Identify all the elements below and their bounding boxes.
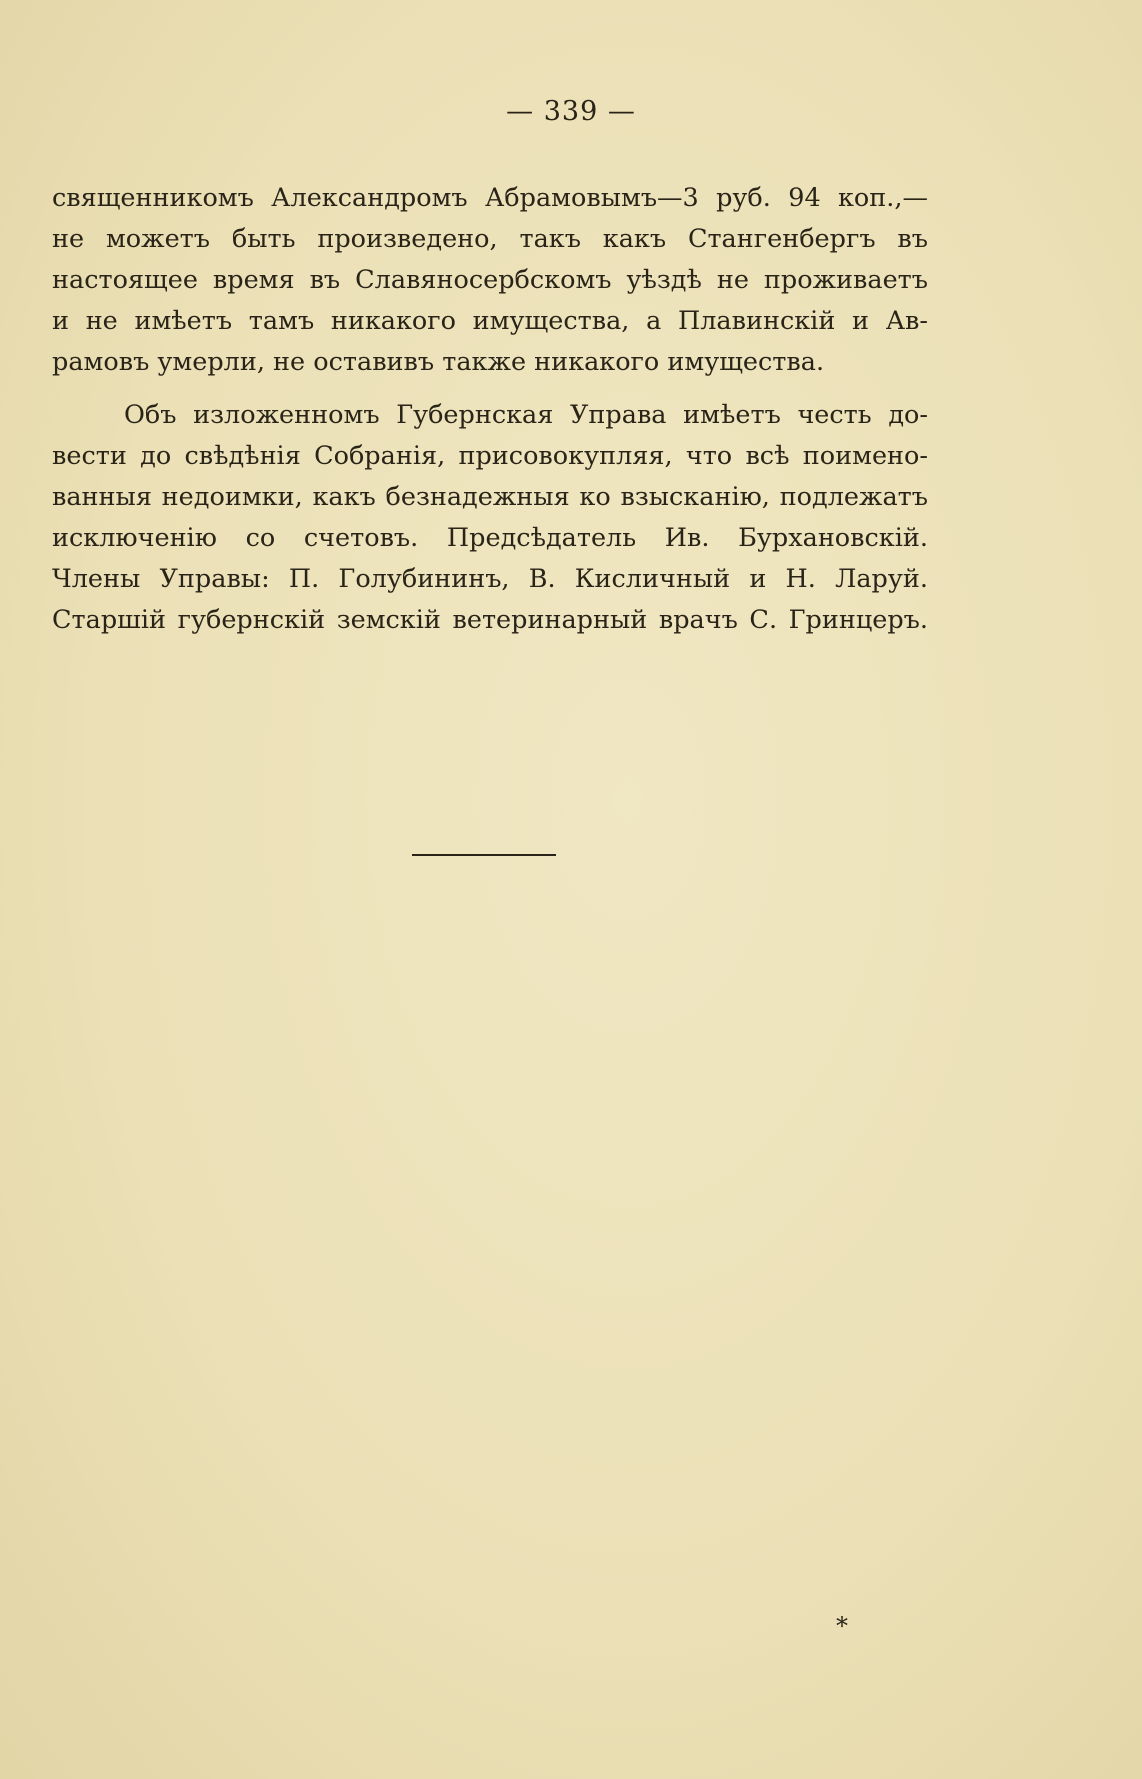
text-line: священникомъ Александромъ Абрамовымъ—3 руб. 94 коп.,— — [52, 183, 928, 213]
text-line: Старшій губернскій земскій ветеринарный врачъ С. Гринцеръ. — [52, 605, 928, 635]
text-line: настоящее время въ Славяносербскомъ уѣздѣ не проживаетъ — [52, 265, 928, 295]
paragraph-gap — [52, 383, 928, 395]
text-line: рамовъ умерли, не оставивъ также никакого имущества. — [52, 347, 825, 377]
text-line: вести до свѣдѣнія Собранія, присовокупляя, что всѣ поимено- — [52, 441, 928, 471]
footnote-mark: * — [836, 1612, 848, 1640]
text-line: исключенію со счетовъ. Предсѣдатель Ив. Бурхановскій. — [52, 523, 928, 553]
section-separator — [412, 854, 556, 856]
paragraph-2 — [52, 395, 928, 641]
text-line: не можетъ быть произведено, такъ какъ Стангенбергъ въ — [52, 224, 928, 254]
page-number: — 339 — — [506, 96, 636, 127]
body-text — [52, 178, 928, 641]
text-line: и не имѣетъ тамъ никакого имущества, а Плавинскій и Ав- — [52, 306, 928, 336]
text-line: Члены Управы: П. Голубининъ, В. Кисличный и Н. Ларуй. — [52, 564, 928, 594]
paragraph-1 — [52, 178, 928, 383]
text-line: ванныя недоимки, какъ безнадежныя ко взысканію, подлежатъ — [52, 482, 928, 512]
text-line: Объ изложенномъ Губернская Управа имѣетъ честь до- — [124, 400, 928, 430]
